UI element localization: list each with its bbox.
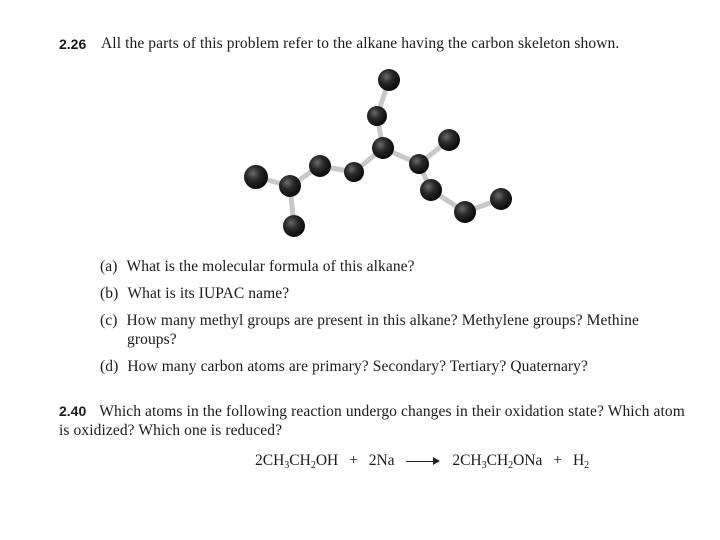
carbon-atom [490,188,512,210]
part-a-text: What is the molecular formula of this alkane? [126,258,415,275]
part-d-text: How many carbon atoms are primary? Secondary? Tertiary? Quaternary? [127,358,589,375]
carbon-atom [283,215,305,237]
problem-number-2-40: 2.40 [59,403,87,419]
carbon-atom [454,201,476,223]
part-b-text: What is its IUPAC name? [127,285,290,302]
part-a [100,258,415,276]
reactant-sodium: 2Na [368,452,395,469]
plus-sign: + [349,452,358,469]
carbon-atom [244,165,268,189]
plus-sign: + [553,452,563,469]
reactant-ethanol: $2CH_3CH_2OH$ [255,452,339,471]
part-d [100,358,588,376]
reaction-arrow-icon [406,456,440,466]
carbon-atom [378,69,400,91]
product-sodium-ethoxide: $2CH_3CH_2ONa$ [452,452,543,471]
part-c-text-line1: How many methyl groups are present in this alkane? Methylene groups? Methine [126,312,640,329]
carbon-atom [309,155,331,177]
carbon-atom [409,154,429,174]
product-hydrogen: $H_2$ [572,452,590,471]
problem-2-40-line1 [59,403,685,421]
part-c-text-line2: groups? [127,331,177,348]
carbon-atom [279,175,301,197]
part-b [100,285,289,303]
part-d-label: (d) [100,358,119,375]
carbon-atom [372,137,394,159]
part-c [100,312,639,330]
carbon-atom [438,129,460,151]
carbon-atoms [244,69,512,237]
part-b-label: (b) [100,285,119,302]
carbon-atom [344,162,364,182]
problem-2-26-intro: All the parts of this problem refer to the alkane having the carbon skeleton shown. [101,35,620,52]
carbon-atom [420,179,442,201]
problem-2-40-text-line2: is oxidized? Which one is reduced? [59,422,283,439]
carbon-atom [367,106,387,126]
part-a-label: (a) [100,258,118,275]
part-c-label: (c) [100,312,118,329]
problem-number-2-26: 2.26 [59,36,87,52]
reaction-equation [255,452,589,471]
problem-2-40-text-line1: Which atoms in the following reaction undergo changes in their oxidation state? Which atom [99,403,685,420]
